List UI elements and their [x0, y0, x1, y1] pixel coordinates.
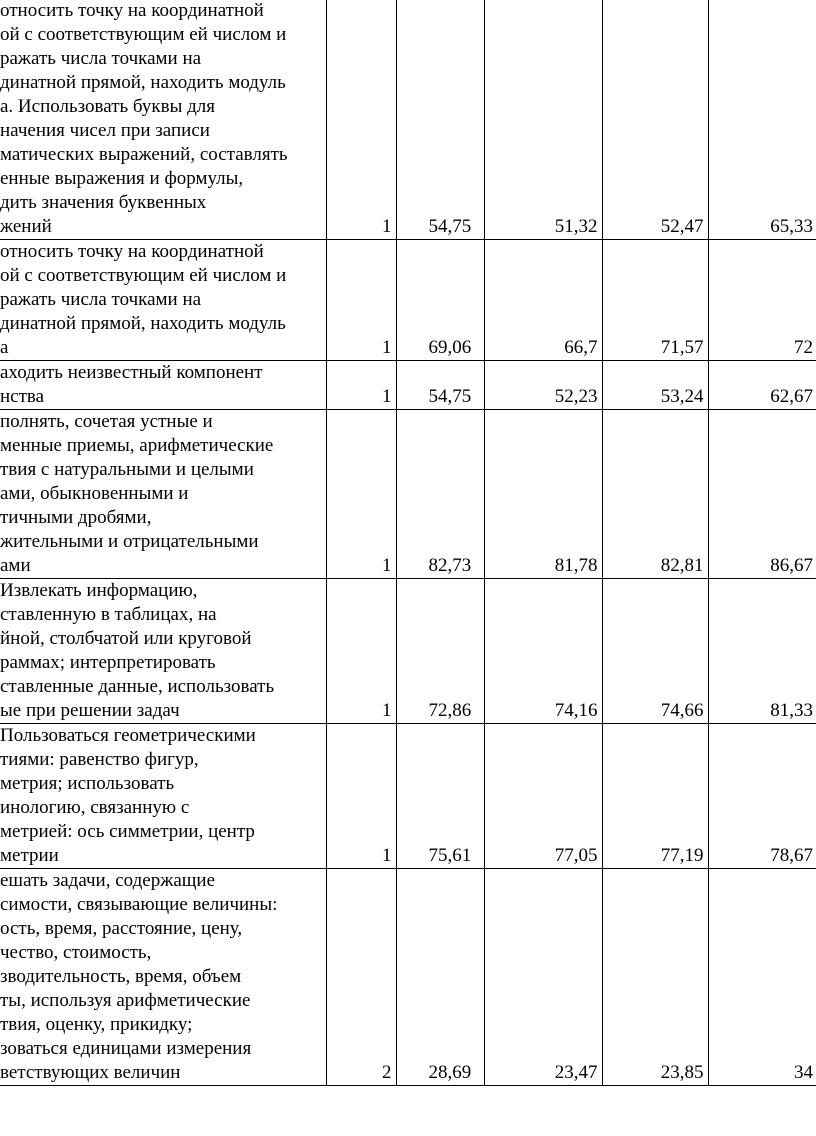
task-count-cell: 1	[326, 724, 396, 869]
skill-description-line: ражать числа точками на	[0, 48, 202, 69]
skill-description-line: матических выражений, составлять	[0, 144, 288, 165]
skill-description-line: ставленные данные, использовать	[0, 676, 275, 697]
percent-value-4-cell: 72	[708, 240, 816, 361]
skill-description-line: зоваться единицами измерения	[0, 1038, 252, 1059]
skill-description-line: жительными и отрицательными	[0, 531, 259, 552]
skill-description-line: ставленную в таблицах, на	[0, 604, 217, 625]
percent-value-1-cell: 82,73	[396, 410, 484, 579]
percent-value-4-cell: 81,33	[708, 579, 816, 724]
percent-value-3-cell: 71,57	[602, 240, 708, 361]
percent-value-4-cell: 65,33	[708, 0, 816, 240]
skill-description-line: енные выражения и формулы,	[0, 168, 244, 189]
skill-description-line: зводительность, время, объем	[0, 966, 242, 987]
percent-value-2-cell: 66,7	[484, 240, 602, 361]
percent-value-2-cell: 77,05	[484, 724, 602, 869]
percent-value-3-cell: 52,47	[602, 0, 708, 240]
skill-description-cell	[0, 361, 326, 410]
percent-value-3-cell: 82,81	[602, 410, 708, 579]
skill-description-line: Пользоваться геометрическими	[0, 725, 256, 746]
table-row	[0, 724, 816, 869]
task-count-cell: 1	[326, 361, 396, 410]
table-row	[0, 361, 816, 410]
percent-value-3-cell: 53,24	[602, 361, 708, 410]
percent-value-2-cell: 52,23	[484, 361, 602, 410]
skill-description-line: ой с соответствующим ей числом и	[0, 24, 287, 45]
skill-description-line: полнять, сочетая устные и	[0, 411, 213, 432]
skill-description-line: тиями: равенство фигур,	[0, 749, 199, 770]
skill-description-cell	[0, 869, 326, 1086]
skill-description-line: ражать числа точками на	[0, 289, 202, 310]
percent-value-1-cell: 72,86	[396, 579, 484, 724]
percent-value-3-cell: 77,19	[602, 724, 708, 869]
skill-description-line: раммах; интерпретировать	[0, 652, 216, 673]
skill-description-line: инологию, связанную с	[0, 797, 190, 818]
skill-description-line: начения чисел при записи	[0, 120, 210, 141]
skill-description-line: аходить неизвестный компонент	[0, 362, 263, 383]
skill-description-line: относить точку на координатной	[0, 0, 264, 21]
percent-value-2-cell: 81,78	[484, 410, 602, 579]
skill-description-line: динатной прямой, находить модуль	[0, 313, 286, 334]
percent-value-1-cell: 28,69	[396, 869, 484, 1086]
skill-description-cell	[0, 240, 326, 361]
skill-description-line: твия с натуральными и целыми	[0, 459, 254, 480]
skill-description-line: Извлекать информацию,	[0, 580, 198, 601]
percent-value-4-cell: 86,67	[708, 410, 816, 579]
skill-description-line: а	[0, 337, 9, 358]
percent-value-1-cell: 69,06	[396, 240, 484, 361]
task-count-cell: 1	[326, 579, 396, 724]
percent-value-1-cell: 75,61	[396, 724, 484, 869]
table-row	[0, 240, 816, 361]
percent-value-2-cell: 23,47	[484, 869, 602, 1086]
skill-description-line: ешать задачи, содержащие	[0, 870, 216, 891]
task-count-cell: 1	[326, 410, 396, 579]
skill-description-cell	[0, 410, 326, 579]
percent-value-2-cell: 74,16	[484, 579, 602, 724]
skill-description-line: твия, оценку, прикидку;	[0, 1014, 193, 1035]
table-row	[0, 0, 816, 240]
task-count-cell: 1	[326, 0, 396, 240]
percent-value-3-cell: 23,85	[602, 869, 708, 1086]
percent-value-4-cell: 78,67	[708, 724, 816, 869]
skill-description-line: йной, столбчатой или круговой	[0, 628, 252, 649]
skill-description-line: относить точку на координатной	[0, 241, 264, 262]
skill-description-cell	[0, 579, 326, 724]
percent-value-4-cell: 34	[708, 869, 816, 1086]
skill-description-line: чество, стоимость,	[0, 942, 152, 963]
percent-value-4-cell: 62,67	[708, 361, 816, 410]
skill-description-line: дить значения буквенных	[0, 192, 207, 213]
skill-description-line: метрия; использовать	[0, 773, 175, 794]
skill-description-line: нства	[0, 386, 45, 407]
skill-description-line: тичными дробями,	[0, 507, 152, 528]
table-row	[0, 410, 816, 579]
skill-description-line: ты, используя арифметические	[0, 990, 251, 1011]
task-count-cell: 2	[326, 869, 396, 1086]
skill-description-line: жений	[0, 216, 52, 237]
percent-value-3-cell: 74,66	[602, 579, 708, 724]
skill-description-line: менные приемы, арифметические	[0, 435, 274, 456]
percent-value-1-cell: 54,75	[396, 0, 484, 240]
task-count-cell: 1	[326, 240, 396, 361]
skill-description-line: а. Использовать буквы для	[0, 96, 215, 117]
skill-description-line: ой с соответствующим ей числом и	[0, 265, 287, 286]
percent-value-2-cell: 51,32	[484, 0, 602, 240]
skill-description-line: метрии	[0, 845, 59, 866]
skill-description-line: ами, обыкновенными и	[0, 483, 189, 504]
skill-description-line: ость, время, расстояние, цену,	[0, 918, 243, 939]
skill-description-line: динатной прямой, находить модуль	[0, 72, 286, 93]
skill-description-line: ветствующих величин	[0, 1062, 181, 1083]
table-row	[0, 869, 816, 1086]
skill-description-cell	[0, 0, 326, 240]
skill-description-line: симости, связывающие величины:	[0, 894, 278, 915]
table-row	[0, 579, 816, 724]
skill-description-line: ами	[0, 555, 31, 576]
skill-description-line: метрией: ось симметрии, центр	[0, 821, 255, 842]
percent-value-1-cell: 54,75	[396, 361, 484, 410]
skill-description-line: ые при решении задач	[0, 700, 180, 721]
skill-description-cell	[0, 724, 326, 869]
